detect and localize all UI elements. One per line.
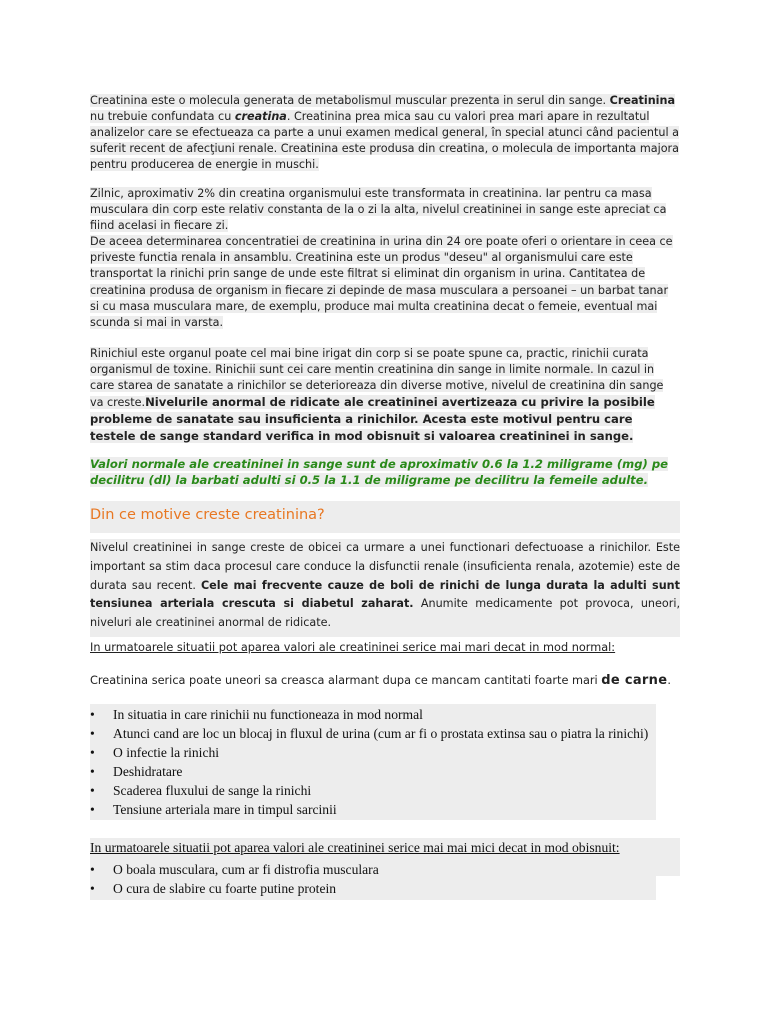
- list-item: • O infectie la rinichi: [90, 743, 656, 762]
- lower-values-list-box: [90, 859, 656, 900]
- intro-paragraph: [90, 93, 680, 173]
- intro-text-2: nu trebuie confundata cu: [90, 110, 235, 124]
- meat-paragraph: [90, 673, 680, 689]
- lower-values-title: In urmatoarele situatii pot aparea valori ale creatininei serice mai mai mici decat in mod obisnuit:: [90, 838, 680, 876]
- creatinina-term: Creatinina: [609, 94, 676, 107]
- list-item: • Tensiune arteriala mare in timpul sarcinii: [90, 800, 656, 819]
- intro-text-3: . Creatinina prea mica sau cu valori prea mari apare in rezultatul analizelor care se efectueaza ca parte a unui examen medical general, în special atunci când pacientul a suferit recent de afecţiuni renale. Creatinina este produsa din creatina, o molecula de importanta majora pentru producerea de energie in muschi.: [90, 110, 680, 172]
- section-heading: Din ce motive creste creatinina?: [90, 501, 680, 533]
- creatina-term: creatina: [234, 110, 287, 124]
- daily-text: Zilnic, aproximativ 2% din creatina organismului este transformata in creatinina. Iar pentru ca masa musculara din corp este relativ constanta de la o zi la alta, nivelul creatininei in sange este apreciat ca fiind acelasi in fiecare zi.: [90, 187, 667, 233]
- list-item: • O boala musculara, cum ar fi distrofia musculara: [90, 860, 656, 879]
- causes-bold: Cele mai frecvente cauze de boli de rinichi de lunga durata la adulti sunt tensiunea arteriala crescuta si diabetul zaharat.: [90, 578, 680, 611]
- kidney-paragraph: [90, 346, 680, 446]
- list-item: • In situatia in care rinichii nu functioneaza in mod normal: [90, 705, 656, 724]
- lower-values-list: [90, 860, 656, 898]
- higher-values-list-box: [90, 704, 656, 820]
- list-item: • Deshidratare: [90, 762, 656, 781]
- causes-text: Nivelul creatininei in sange creste de obicei ca urmare a unei functionari defectuoase a rinichilor. Este important sa stim daca procesul care conduce la disfunctii renale (insuficienta renala, azotemie) este de durata sau recent.: [90, 541, 680, 592]
- kidney-warning: Nivelurile anormal de ridicate ale creatininei avertizeaza cu privire la posibile probleme de sanatate sau insuficienta a rinichilor. Acesta este motivul pentru care testele de sange standard verifica in mod obisnuit si valoarea creatininei in sange.: [90, 395, 655, 444]
- daily-paragraph: [90, 186, 680, 331]
- normal-values: [90, 456, 680, 489]
- meat-bold: de carne: [601, 673, 668, 688]
- list-item: • Scaderea fluxului de sange la rinichi: [90, 781, 656, 800]
- meat-end: .: [667, 674, 671, 687]
- urine-text: De aceea determinarea concentratiei de creatinina in urina din 24 ore poate oferi o orientare in ceea ce priveste functia renala in ansamblu. Creatinina este un produs "deseu" al organismului care este transportat la rinichi prin sange de unde este filtrat si eliminat din organism in urina. Cantitatea de creatinina produsa de organism in fiecare zi depinde de masa musculara a persoanei – un barbat tanar si cu masa musculara mare, de exemplu, produce mai multa creatinina decat o femeie, eventual mai scunda si mai in varsta.: [90, 235, 673, 329]
- higher-values-title: In urmatoarele situatii pot aparea valori ale creatininei serice mai mari decat in mod normal:: [90, 641, 616, 654]
- list-item: • O cura de slabire cu foarte putine protein: [90, 879, 656, 898]
- causes-paragraph: [90, 539, 680, 637]
- meat-text: Creatinina serica poate uneori sa creasca alarmant dupa ce mancam cantitati foarte mari: [90, 674, 602, 687]
- kidney-text: Rinichiul este organul poate cel mai bine irigat din corp si se poate spune ca, practic, rinichii curata organismul de toxine. Rinichii sunt cei care mentin creatinina din sange in limite normale. In cazul in care starea de sanatate a rinichilor se deterioreaza din diverse motive, nivelul de creatinina din sange va creste.: [90, 347, 664, 410]
- higher-values-list: [90, 705, 656, 819]
- causes-text-2: Anumite medicamente pot provoca, uneori, niveluri ale creatininei anormal de ridicate.: [90, 597, 680, 630]
- list-item: • Atunci cand are loc un blocaj in fluxul de urina (cum ar fi o prostata extinsa sau o piatra la rinichi): [90, 724, 656, 743]
- normal-values-text: Valori normale ale creatininei in sange sunt de aproximativ 0.6 la 1.2 miligrame (mg) pe decilitru (dl) la barbati adulti si 0.5 la 1.1 de miligrame pe decilitru la femeile adulte.: [90, 457, 668, 488]
- intro-text: Creatinina este o molecula generata de metabolismul muscular prezenta in serul din sange.: [90, 94, 610, 107]
